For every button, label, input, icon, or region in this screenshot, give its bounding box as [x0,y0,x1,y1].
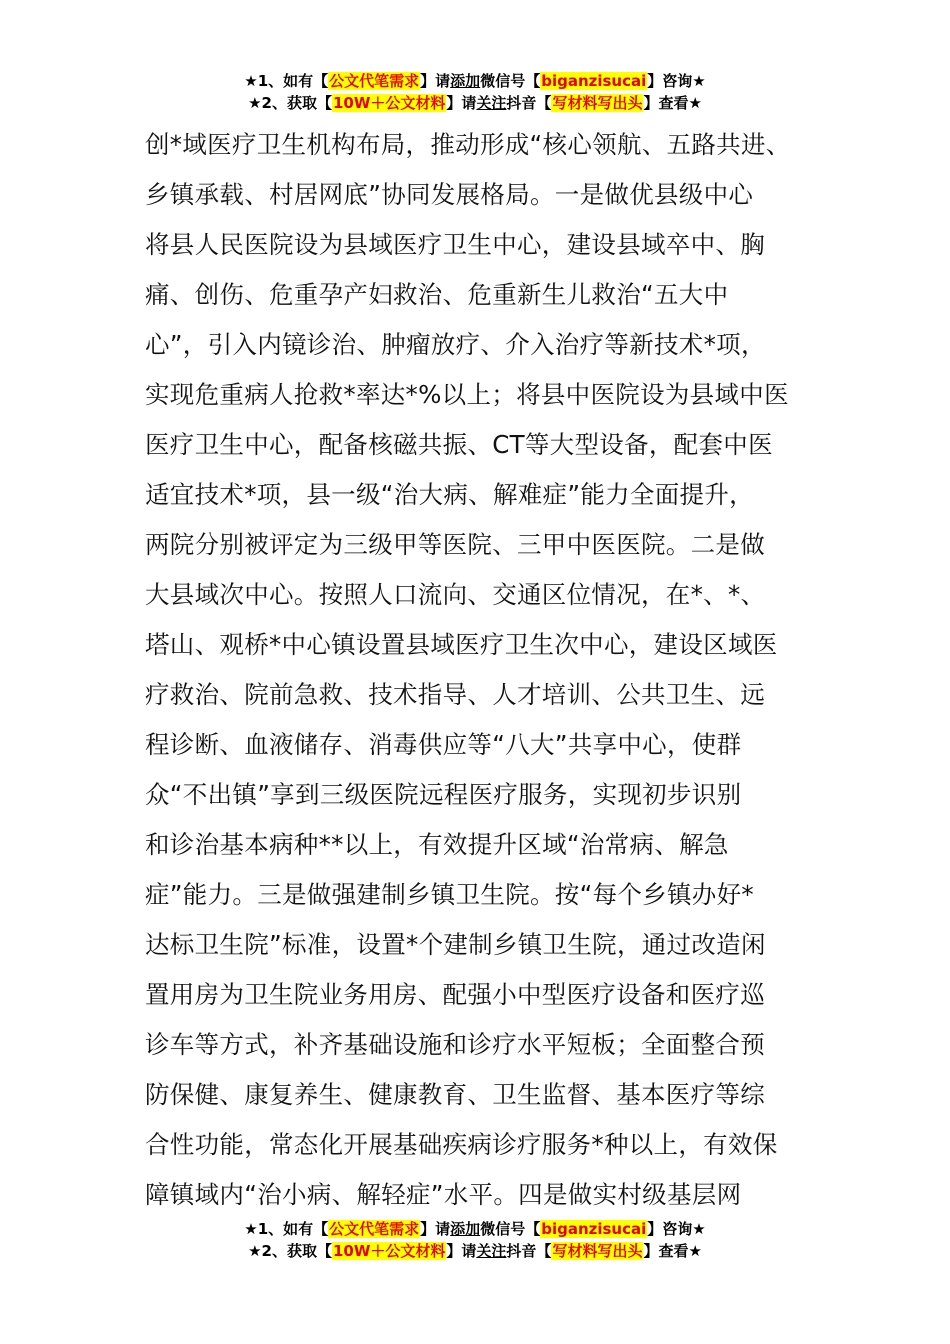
body-line: 诊车等方式，补齐基础设施和诊疗水平短板；全面整合预 [145,1030,765,1059]
body-line: 痛、创伤、危重孕产妇救治、危重新生儿救治“五大中 [145,280,729,309]
document-body [145,120,813,1220]
highlight-wechat-id: biganzisucai [541,72,647,90]
body-line: 医疗卫生中心，配备核磁共振、CT等大型设备，配套中医 [145,430,773,459]
highlight-wechat-id: biganzisucai [541,1220,647,1238]
star-icon: ★ [688,1242,702,1260]
highlight-douyin-account: 写材料写出头 [552,94,643,112]
body-line: 疗救治、院前急救、技术指导、人才培训、公共卫生、远 [145,680,765,709]
star-icon: ★ [244,72,258,90]
banner-line-2: ★2、获取【10W＋公文材料】请关注抖音【写材料写出头】查看★ [248,1242,702,1260]
body-line: 和诊治基本病种**以上，有效提升区域“治常病、解急 [145,830,729,859]
body-line: 置用房为卫生院业务用房、配强小中型医疗设备和医疗巡 [145,980,765,1009]
body-line: 心”，引入内镜诊治、肿瘤放疗、介入治疗等新技术*项， [145,330,766,359]
body-line: 创*域医疗卫生机构布局，推动形成“核心领航、五路共进、 [145,130,791,159]
body-line: 塔山、观桥*中心镇设置县域医疗卫生次中心，建设区域医 [145,630,778,659]
star-icon: ★ [248,1242,262,1260]
star-icon: ★ [248,94,262,112]
highlight-service: 公文代笔需求 [329,72,420,90]
banner-line-1: ★1、如有【公文代笔需求】请添加微信号【biganzisucai】咨询★ [244,1220,706,1238]
body-line: 达标卫生院”标准，设置*个建制乡镇卫生院，通过改造闲 [145,930,766,959]
star-icon: ★ [692,1220,706,1238]
star-icon: ★ [688,94,702,112]
body-line: 乡镇承载、村居网底”协同发展格局。一是做优县级中心 [145,180,754,209]
highlight-materials: 10W＋公文材料 [332,94,446,112]
footer-banner [0,1218,950,1262]
banner-line-2: ★2、获取【10W＋公文材料】请关注抖音【写材料写出头】查看★ [248,94,702,112]
star-icon: ★ [244,1220,258,1238]
body-line: 两院分别被评定为三级甲等医院、三甲中医医院。二是做 [145,530,765,559]
body-line: 合性功能，常态化开展基础疾病诊疗服务*种以上，有效保 [145,1130,778,1159]
body-line: 众“不出镇”享到三级医院远程医疗服务，实现初步识别 [145,780,742,809]
body-line: 障镇域内“治小病、解轻症”水平。四是做实村级基层网 [145,1180,742,1209]
body-line: 实现危重病人抢救*率达*%以上；将县中医院设为县域中医 [145,380,789,409]
body-line: 防保健、康复养生、健康教育、卫生监督、基本医疗等综 [145,1080,765,1109]
body-line: 大县域次中心。按照人口流向、交通区位情况，在*、*、 [145,580,766,609]
body-line: 适宜技术*项，县一级“治大病、解难症”能力全面提升， [145,480,754,509]
banner-line-1: ★1、如有【公文代笔需求】请添加微信号【biganzisucai】咨询★ [244,72,706,90]
highlight-materials: 10W＋公文材料 [332,1242,446,1260]
body-line: 症”能力。三是做强建制乡镇卫生院。按“每个乡镇办好* [145,880,754,909]
highlight-douyin-account: 写材料写出头 [552,1242,643,1260]
body-line: 将县人民医院设为县域医疗卫生中心，建设县域卒中、胸 [145,230,765,259]
star-icon: ★ [692,72,706,90]
body-line: 程诊断、血液储存、消毒供应等“八大”共享中心，使群 [145,730,742,759]
highlight-service: 公文代笔需求 [329,1220,420,1238]
header-banner [0,70,950,114]
